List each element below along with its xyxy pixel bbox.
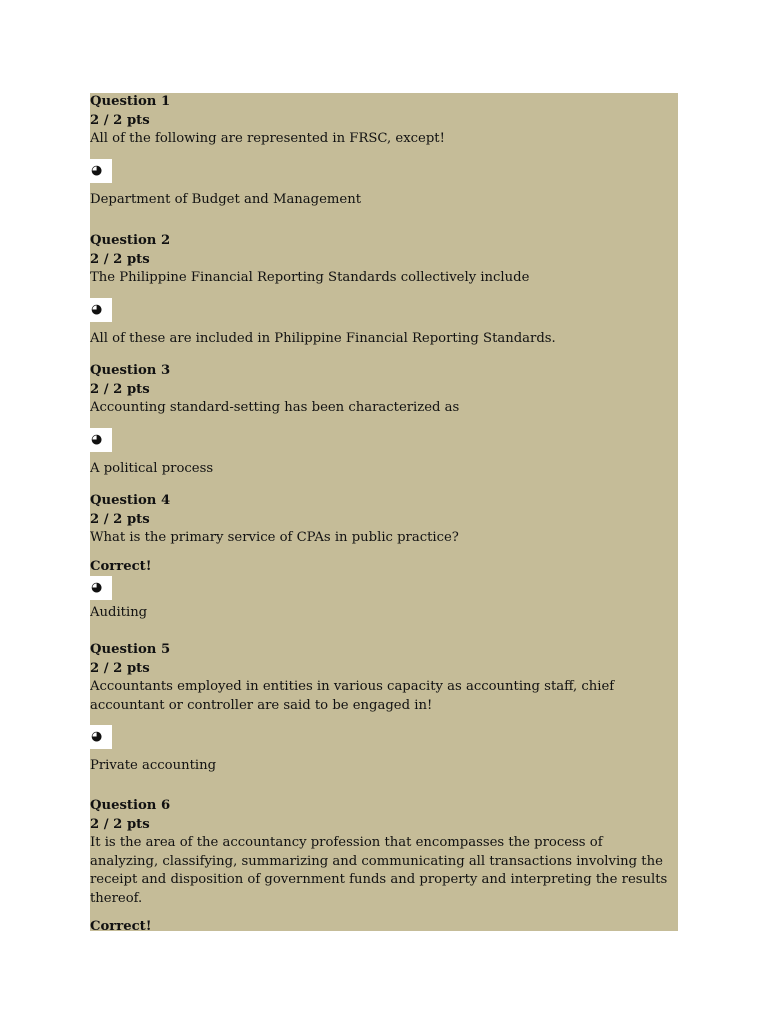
question-points: 2 / 2 pts xyxy=(90,251,150,267)
question-title: Question 2 xyxy=(90,233,171,248)
answer-radio[interactable] xyxy=(90,298,112,322)
question-title: Question 5 xyxy=(90,642,171,657)
question-points: 2 / 2 pts xyxy=(90,381,150,397)
answer-radio[interactable] xyxy=(90,725,112,749)
question-text: It is the area of the accountancy profession that encompasses the process of analyzing, classifying, summarizing and communicating all transactions involving the receipt and disposition of government funds and property and interpreting the results thereof. xyxy=(90,835,668,906)
answer-text: Department of Budget and Management xyxy=(90,191,362,207)
radio-selected-icon: ◕ xyxy=(91,301,103,317)
question-text: Accountants employed in entities in various capacity as accounting staff, chief accountant or controller are said to be engaged in! xyxy=(90,679,615,713)
question-block xyxy=(90,492,674,623)
question-block xyxy=(90,93,674,209)
quiz-results-panel xyxy=(90,93,678,931)
question-text: What is the primary service of CPAs in public practice? xyxy=(90,530,459,545)
question-points: 2 / 2 pts xyxy=(90,511,150,527)
question-text: The Philippine Financial Reporting Standards collectively include xyxy=(90,270,530,285)
question-block xyxy=(90,641,674,776)
radio-selected-icon: ◕ xyxy=(91,580,103,595)
question-block xyxy=(90,362,674,478)
radio-selected-icon: ◕ xyxy=(91,431,103,447)
question-text: Accounting standard-setting has been characterized as xyxy=(90,400,460,415)
correct-label: Correct! xyxy=(90,919,152,931)
question-title: Question 1 xyxy=(90,94,171,109)
answer-text: All of these are included in Philippine Financial Reporting Standards. xyxy=(90,330,556,346)
answer-radio[interactable] xyxy=(90,576,112,600)
answer-text: A political process xyxy=(90,460,214,476)
question-points: 2 / 2 pts xyxy=(90,112,150,128)
radio-selected-icon: ◕ xyxy=(91,729,103,744)
answer-radio[interactable] xyxy=(90,428,112,452)
question-block xyxy=(90,232,674,348)
question-points: 2 / 2 pts xyxy=(90,660,150,676)
question-title: Question 4 xyxy=(90,493,171,508)
answer-text: Auditing xyxy=(90,605,148,620)
question-points: 2 / 2 pts xyxy=(90,816,150,832)
answer-text: Private accounting xyxy=(90,758,217,773)
question-title: Question 6 xyxy=(90,798,171,813)
correct-label: Correct! xyxy=(90,558,152,574)
question-text: All of the following are represented in FRSC, except! xyxy=(90,131,445,146)
question-title: Question 3 xyxy=(90,363,171,378)
question-block xyxy=(90,797,674,931)
answer-radio[interactable] xyxy=(90,159,112,183)
radio-selected-icon: ◕ xyxy=(91,162,103,178)
